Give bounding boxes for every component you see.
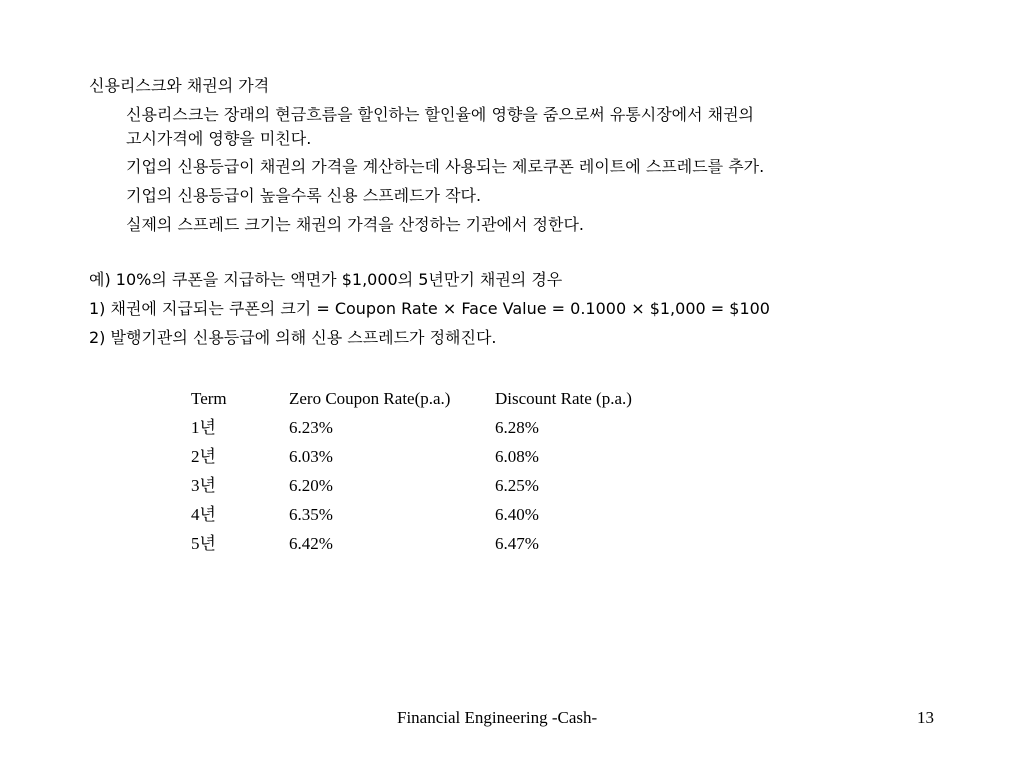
table-header-cell: Discount Rate (p.a.) [495, 388, 632, 408]
slide-heading: 신용리스크와 채권의 가격 [89, 76, 270, 95]
page-number: 13 [917, 708, 934, 727]
footer-title: Financial Engineering -Cash- [397, 708, 598, 727]
table-cell: 4년 [191, 504, 216, 524]
table-cell: 6.25% [495, 475, 539, 495]
bullet-line: 신용리스크는 장래의 현금흐름을 할인하는 할인율에 영향을 줌으로써 유통시장에서 채권의 [126, 105, 755, 124]
bullet-line: 기업의 신용등급이 채권의 가격을 계산하는데 사용되는 제로쿠폰 레이트에 스프레드를 추가. [126, 157, 765, 176]
table-cell: 6.08% [495, 446, 539, 466]
table-header-cell: Term [191, 388, 227, 408]
table-cell: 2년 [191, 446, 216, 466]
example-line: 예) 10%의 쿠폰을 지급하는 액면가 $1,000의 5년만기 채권의 경우 [89, 270, 563, 289]
table-row [183, 413, 673, 442]
table-row [183, 442, 673, 471]
table-cell: 1년 [191, 417, 216, 437]
example-line: 1) 채권에 지급되는 쿠폰의 크기 = Coupon Rate × Face Value = 0.1000 × $1,000 = $100 [89, 299, 770, 318]
table-row [183, 529, 673, 558]
bullet-line: 실제의 스프레드 크기는 채권의 가격을 산정하는 기관에서 정한다. [126, 215, 585, 234]
table-cell: 6.20% [289, 475, 333, 495]
table-cell: 6.40% [495, 504, 539, 524]
table-cell: 6.28% [495, 417, 539, 437]
example-line: 2) 발행기관의 신용등급에 의해 신용 스프레드가 정해진다. [89, 328, 497, 347]
table-cell: 6.23% [289, 417, 333, 437]
bullet-line: 고시가격에 영향을 미친다. [126, 129, 312, 148]
table-header-cell: Zero Coupon Rate(p.a.) [289, 388, 451, 408]
table-cell: 5년 [191, 533, 216, 553]
table-row [183, 471, 673, 500]
table-cell: 3년 [191, 475, 216, 495]
table-cell: 6.47% [495, 533, 539, 553]
table-header-row [183, 384, 673, 413]
table-cell: 6.42% [289, 533, 333, 553]
table-row [183, 500, 673, 529]
rate-table [183, 384, 673, 558]
table-cell: 6.35% [289, 504, 333, 524]
bullet-line: 기업의 신용등급이 높을수록 신용 스프레드가 작다. [126, 186, 482, 205]
table-cell: 6.03% [289, 446, 333, 466]
